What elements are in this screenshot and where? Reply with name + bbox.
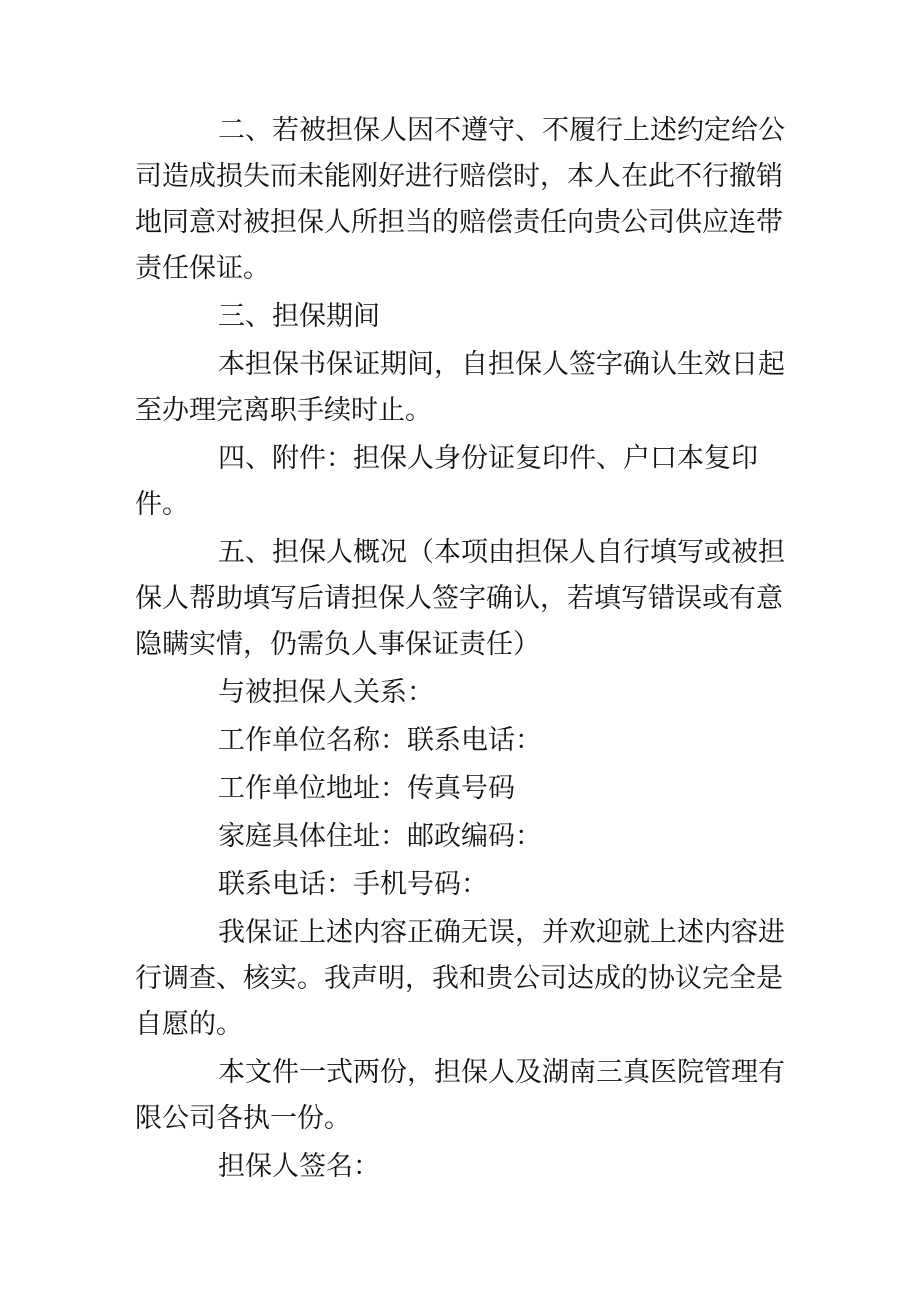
paragraph-guarantee-period: 本担保书保证期间，自担保人签字确认生效日起至办理完离职手续时止。 <box>135 349 785 426</box>
field-home-address-postcode: 家庭具体住址：邮政编码： <box>218 821 542 852</box>
paragraph-liability-clause: 二、若被担保人因不遵守、不履行上述约定给公司造成损失而未能刚好进行赔偿时，本人在此不行撤销地同意对被担保人所担当的赔偿责任向贵公司供应连带责任保证。 <box>135 115 785 284</box>
heading-guarantee-period: 三、担保期间 <box>218 301 380 332</box>
field-employer-name-phone: 工作单位名称：联系电话： <box>218 725 542 756</box>
document-body <box>135 108 795 1192</box>
paragraph-attachments: 四、附件：担保人身份证复印件、户口本复印件。 <box>135 443 758 520</box>
paragraph-declaration: 我保证上述内容正确无误，并欢迎就上述内容进行调查、核实。我声明，我和贵公司达成的协议完全是自愿的。 <box>135 917 785 1040</box>
field-guarantor-signature: 担保人签名： <box>218 1151 380 1182</box>
paragraph-copies: 本文件一式两份，担保人及湖南三真医院管理有限公司各执一份。 <box>135 1057 785 1134</box>
field-phone-mobile: 联系电话：手机号码： <box>218 869 488 900</box>
paragraph-guarantor-overview: 五、担保人概况（本项由担保人自行填写或被担保人帮助填写后请担保人签字确认，若填写错误或有意隐瞒实情，仍需负人事保证责任） <box>135 537 785 660</box>
field-employer-address-fax: 工作单位地址：传真号码 <box>218 773 515 804</box>
field-relationship: 与被担保人关系： <box>218 677 434 708</box>
